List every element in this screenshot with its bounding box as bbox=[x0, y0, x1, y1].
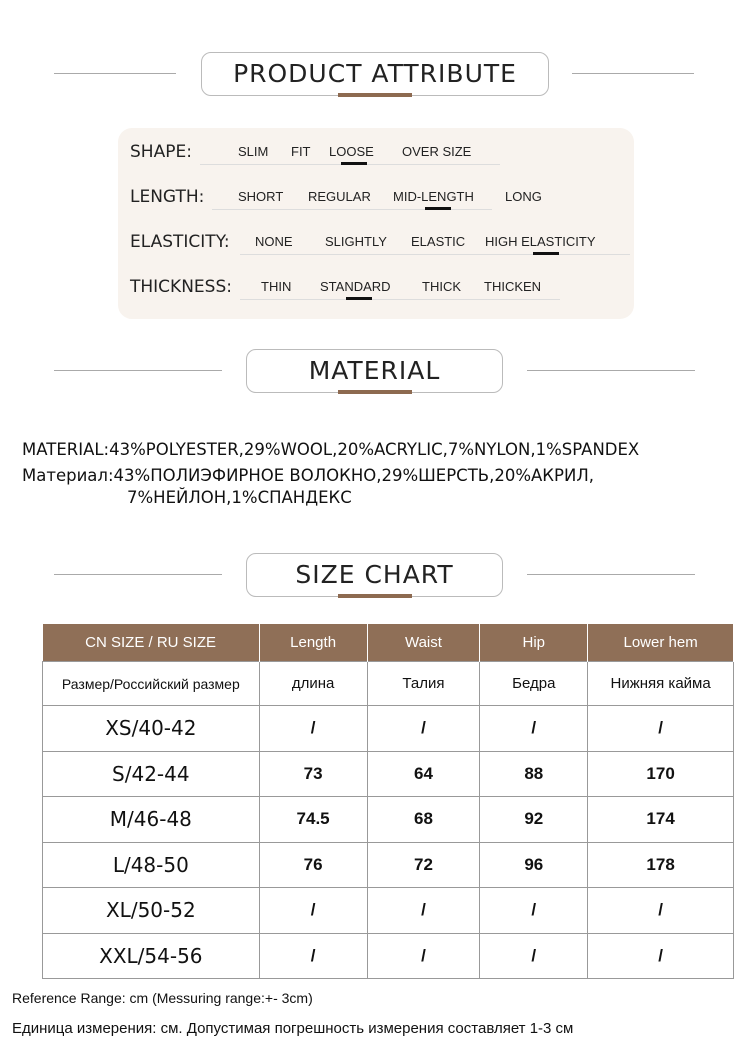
material-value: 43%POLYESTER,29%WOOL,20%ACRYLIC,7%NYLON,1%SPANDEX bbox=[109, 440, 640, 459]
attribute-label: THICKNESS: bbox=[130, 277, 232, 297]
measure-cell: / bbox=[259, 888, 367, 934]
table-row bbox=[43, 797, 734, 843]
attribute-option: LONG bbox=[505, 189, 542, 204]
column-header-ru: длина bbox=[259, 662, 367, 706]
column-header: Hip bbox=[480, 624, 588, 662]
table-row bbox=[43, 842, 734, 888]
attribute-label: ELASTICITY: bbox=[130, 232, 230, 252]
attribute-underline bbox=[240, 254, 630, 255]
attribute-label: SHAPE: bbox=[130, 142, 192, 162]
measure-cell: 178 bbox=[588, 842, 734, 888]
measure-cell: / bbox=[367, 933, 480, 979]
size-cell: XL/50-52 bbox=[43, 888, 260, 934]
measure-cell: / bbox=[588, 933, 734, 979]
attribute-option: THICK bbox=[422, 279, 461, 294]
attribute-option: THIN bbox=[261, 279, 292, 294]
attribute-option: MID-LENGTH bbox=[393, 189, 474, 204]
selected-marker bbox=[346, 297, 372, 300]
section-title-size-chart bbox=[246, 553, 503, 597]
section-title-attribute bbox=[201, 52, 549, 96]
divider bbox=[54, 370, 222, 371]
section-title-text: PRODUCT ATTRIBUTE bbox=[233, 59, 517, 88]
table-row bbox=[43, 751, 734, 797]
material-ru bbox=[22, 466, 594, 485]
title-underline bbox=[338, 594, 412, 598]
attribute-underline bbox=[240, 299, 560, 300]
measure-cell: / bbox=[480, 933, 588, 979]
divider bbox=[54, 574, 222, 575]
attribute-option: HIGH ELASTICITY bbox=[485, 234, 596, 249]
table-row bbox=[43, 888, 734, 934]
section-title-text: SIZE CHART bbox=[295, 560, 454, 589]
measure-cell: / bbox=[480, 706, 588, 752]
measure-cell: 92 bbox=[480, 797, 588, 843]
attribute-option: LOOSE bbox=[329, 144, 374, 159]
material-value-ru: 43%ПОЛИЭФИРНОЕ ВОЛОКНО,29%ШЕРСТЬ,20%АКРИЛ, bbox=[113, 466, 594, 485]
column-header: Waist bbox=[367, 624, 480, 662]
section-title-text: MATERIAL bbox=[308, 356, 441, 385]
measure-cell: 68 bbox=[367, 797, 480, 843]
size-cell: XXL/54-56 bbox=[43, 933, 260, 979]
selected-marker bbox=[425, 207, 451, 210]
table-header-row bbox=[43, 624, 734, 662]
column-header-ru: Бедра bbox=[480, 662, 588, 706]
column-header-ru: Нижняя кайма bbox=[588, 662, 734, 706]
attribute-option: NONE bbox=[255, 234, 293, 249]
size-cell: M/46-48 bbox=[43, 797, 260, 843]
table-row bbox=[43, 706, 734, 752]
measure-cell: / bbox=[480, 888, 588, 934]
column-header: Lower hem bbox=[588, 624, 734, 662]
measure-cell: 174 bbox=[588, 797, 734, 843]
attribute-panel bbox=[118, 128, 634, 319]
measure-cell: / bbox=[259, 933, 367, 979]
attribute-option: SHORT bbox=[238, 189, 284, 204]
measure-cell: / bbox=[367, 888, 480, 934]
attribute-option: REGULAR bbox=[308, 189, 371, 204]
attribute-option: SLIM bbox=[238, 144, 269, 159]
attribute-option: THICKEN bbox=[484, 279, 542, 294]
column-header: CN SIZE / RU SIZE bbox=[43, 624, 260, 662]
title-underline bbox=[338, 390, 412, 394]
title-underline bbox=[338, 93, 412, 97]
measure-cell: / bbox=[588, 888, 734, 934]
divider bbox=[527, 574, 695, 575]
column-header-ru: Талия bbox=[367, 662, 480, 706]
attribute-option: STANDARD bbox=[320, 279, 391, 294]
selected-marker bbox=[533, 252, 559, 255]
material-ru-cont: 7%НЕЙЛОН,1%СПАНДЕКС bbox=[127, 488, 352, 507]
column-header: Length bbox=[259, 624, 367, 662]
reference-note-ru: Единица измерения: см. Допустимая погрешность измерения составляет 1-3 см bbox=[12, 1020, 574, 1037]
size-cell: XS/40-42 bbox=[43, 706, 260, 752]
size-chart-table bbox=[42, 624, 734, 979]
measure-cell: / bbox=[367, 706, 480, 752]
divider bbox=[54, 73, 176, 74]
measure-cell: 74.5 bbox=[259, 797, 367, 843]
selected-marker bbox=[341, 162, 367, 165]
reference-note: Reference Range: cm (Messuring range:+- 3cm) bbox=[12, 990, 313, 1006]
measure-cell: 76 bbox=[259, 842, 367, 888]
measure-cell: 96 bbox=[480, 842, 588, 888]
size-cell: L/48-50 bbox=[43, 842, 260, 888]
measure-cell: 72 bbox=[367, 842, 480, 888]
size-cell: S/42-44 bbox=[43, 751, 260, 797]
attribute-label: LENGTH: bbox=[130, 187, 205, 207]
material-label: MATERIAL: bbox=[22, 440, 110, 459]
attribute-option: FIT bbox=[291, 144, 311, 159]
material-label-ru: Материал: bbox=[22, 466, 114, 485]
column-header-ru: Размер/Российский размер bbox=[43, 662, 260, 706]
attribute-option: ELASTIC bbox=[411, 234, 466, 249]
measure-cell: 64 bbox=[367, 751, 480, 797]
material-en bbox=[22, 440, 639, 459]
table-header-row-ru bbox=[43, 662, 734, 706]
measure-cell: / bbox=[259, 706, 367, 752]
section-title-material bbox=[246, 349, 503, 393]
measure-cell: 73 bbox=[259, 751, 367, 797]
attribute-option: OVER SIZE bbox=[402, 144, 472, 159]
divider bbox=[572, 73, 694, 74]
attribute-option: SLIGHTLY bbox=[325, 234, 387, 249]
measure-cell: 88 bbox=[480, 751, 588, 797]
measure-cell: / bbox=[588, 706, 734, 752]
table-row bbox=[43, 933, 734, 979]
divider bbox=[527, 370, 695, 371]
measure-cell: 170 bbox=[588, 751, 734, 797]
